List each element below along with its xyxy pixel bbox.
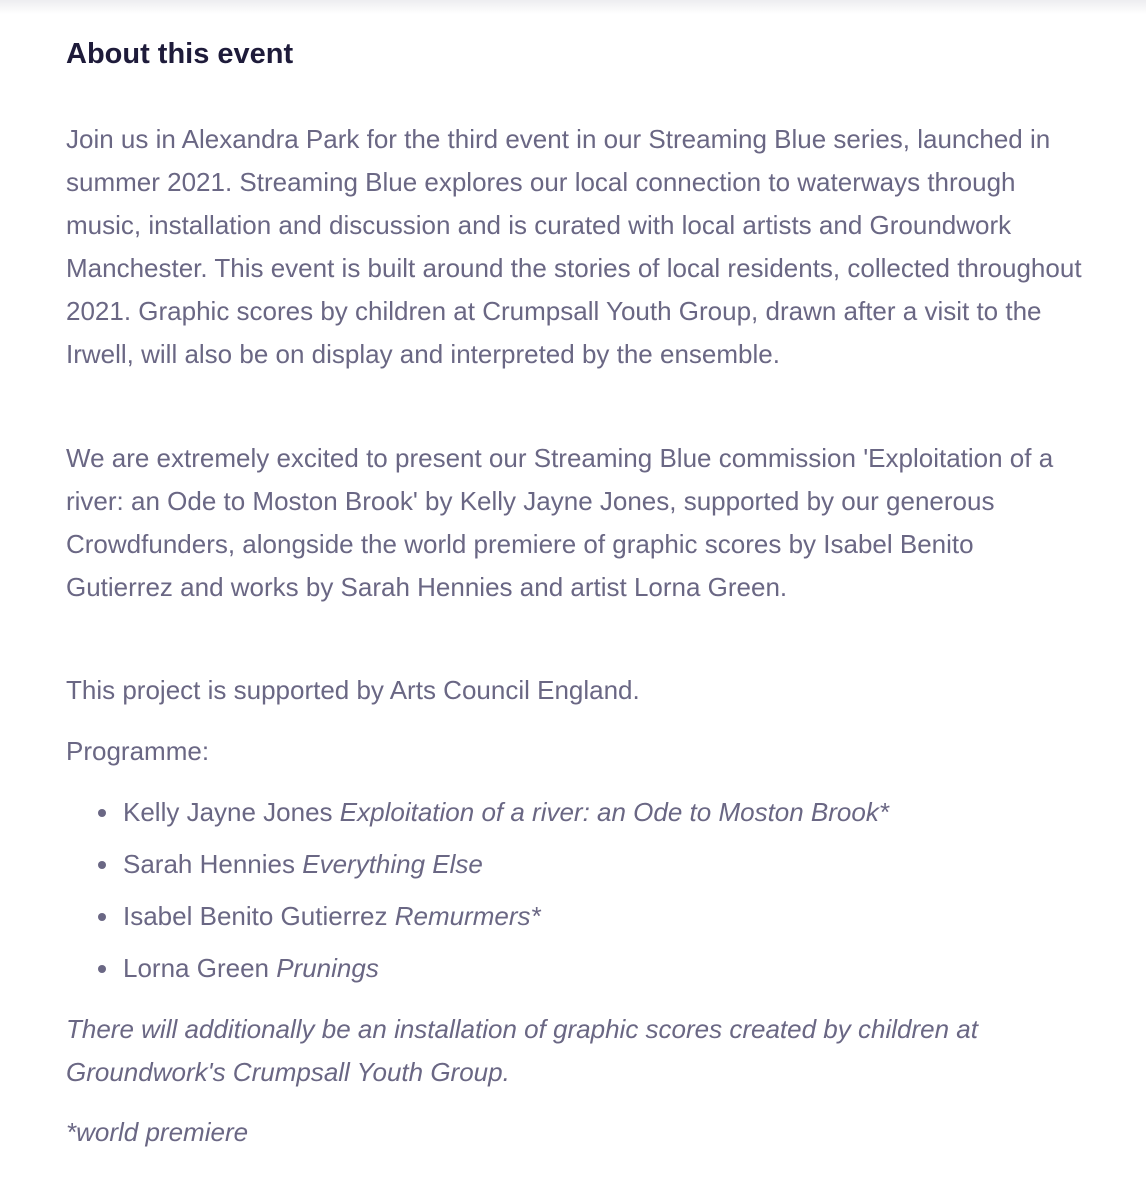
bullet-icon (98, 861, 106, 869)
programme-item (98, 947, 889, 999)
programme-work: Prunings (276, 953, 379, 983)
bullet-icon (98, 809, 106, 817)
programme-work: Exploitation of a river: an Ode to Moston Brook* (339, 797, 889, 827)
programme-artist: Lorna Green (123, 953, 269, 983)
commission-paragraph: We are extremely excited to present our Streaming Blue commission 'Exploitation of a river: an Ode to Moston Brook' by Kelly Jayne Jones, supported by our generous Crowdfunders, alongside the world premiere of graphic scores by Isabel Benito Gutierrez and works by Sarah Hennies and artist Lorna Green. (66, 443, 1054, 602)
programme-item (98, 895, 889, 947)
funding-paragraph: This project is supported by Arts Council England. (66, 675, 640, 705)
programme-list (98, 791, 889, 999)
premiere-footnote: *world premiere (66, 1117, 249, 1147)
bullet-icon (98, 913, 106, 921)
programme-work: Remurmers* (394, 901, 541, 931)
programme-item (98, 843, 889, 895)
programme-artist: Kelly Jayne Jones (123, 797, 333, 827)
programme-label: Programme: (66, 736, 210, 766)
bullet-icon (98, 965, 106, 973)
programme-item (98, 791, 889, 843)
programme-work: Everything Else (302, 849, 483, 879)
installation-note: There will additionally be an installation of graphic scores created by children at Groundwork's Crumpsall Youth Group. (66, 1014, 978, 1087)
programme-artist: Sarah Hennies (123, 849, 295, 879)
intro-paragraph: Join us in Alexandra Park for the third event in our Streaming Blue series, launched in summer 2021. Streaming Blue explores our local connection to waterways through music, installation and discussion and is curated with local artists and Groundwork Manchester. This event is built around the stories of local residents, collected throughout 2021. Graphic scores by children at Crumpsall Youth Group, drawn after a visit to the Irwell, will also be on display and interpreted by the ensemble. (66, 124, 1082, 369)
programme-artist: Isabel Benito Gutierrez (123, 901, 388, 931)
top-edge-shadow (0, 0, 1146, 14)
section-heading: About this event (66, 38, 294, 70)
